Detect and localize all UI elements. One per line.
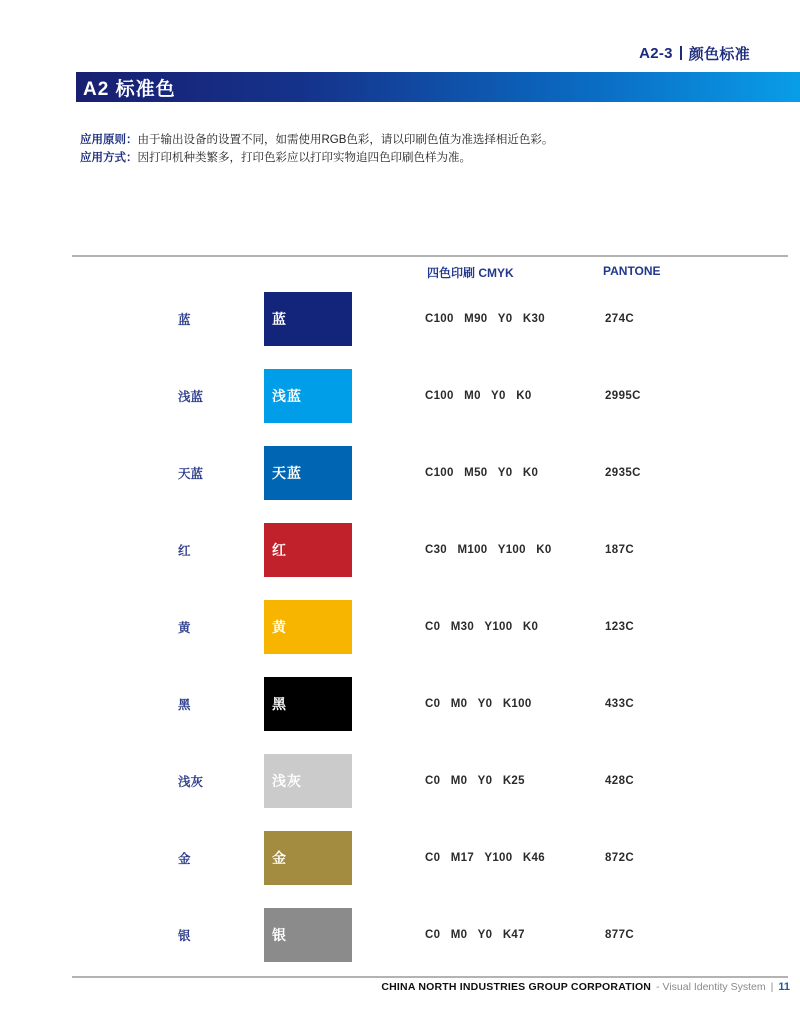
- color-swatch: [264, 369, 352, 423]
- color-swatch: [264, 677, 352, 731]
- swatch-inner-label: 蓝: [272, 311, 287, 327]
- cmyk-value: C30 M100 Y100 K0: [425, 544, 552, 556]
- top-rule: [72, 255, 788, 257]
- pantone-value: 187C: [605, 544, 635, 556]
- cmyk-value: C0 M0 Y0 K47: [425, 929, 525, 941]
- pantone-value: 274C: [605, 313, 635, 325]
- swatch-inner-label: 浅灰: [272, 773, 302, 789]
- color-name-label: 天蓝: [178, 467, 204, 481]
- swatch-inner-label: 天蓝: [272, 465, 302, 481]
- note-label: 应用方式：: [80, 152, 138, 164]
- swatch-inner-label: 浅蓝: [272, 388, 302, 404]
- cmyk-value: C100 M90 Y0 K30: [425, 313, 545, 325]
- color-swatch: [264, 600, 352, 654]
- color-row: [0, 369, 800, 423]
- note-text: 由于输出设备的设置不同，如需使用RGB色彩，请以印刷色值为准选择相近色彩。: [137, 134, 554, 146]
- color-swatch: [264, 754, 352, 808]
- color-row: [0, 754, 800, 808]
- cmyk-value: C100 M0 Y0 K0: [425, 390, 532, 402]
- bottom-rule: [72, 976, 788, 978]
- cmyk-column-header: 四色印刷 CMYK: [427, 266, 514, 280]
- cmyk-value: C0 M0 Y0 K100: [425, 698, 532, 710]
- color-swatch: [264, 292, 352, 346]
- section-title: 颜色标准: [688, 45, 750, 63]
- color-row: [0, 292, 800, 346]
- color-name-label: 红: [178, 544, 191, 558]
- section-tag: [639, 44, 750, 62]
- page-number: 11: [778, 981, 790, 993]
- pantone-value: 428C: [605, 775, 635, 787]
- swatch-inner-label: 银: [272, 927, 287, 943]
- color-row: [0, 446, 800, 500]
- color-row: [0, 677, 800, 731]
- color-row: [0, 523, 800, 577]
- swatch-inner-label: 金: [272, 850, 287, 866]
- footer-separator: |: [770, 981, 774, 993]
- cmyk-value: C0 M0 Y0 K25: [425, 775, 525, 787]
- color-name-label: 黑: [178, 698, 191, 712]
- cmyk-value: C0 M30 Y100 K0: [425, 621, 539, 633]
- page-footer: [381, 981, 790, 993]
- color-swatch: [264, 831, 352, 885]
- color-swatch: [264, 523, 352, 577]
- pantone-value: 2935C: [605, 467, 641, 479]
- divider: [680, 46, 682, 60]
- color-name-label: 浅灰: [178, 775, 204, 789]
- section-code: A2-3: [639, 44, 673, 62]
- title-bar: [76, 72, 800, 102]
- color-swatch: [264, 446, 352, 500]
- company-name: CHINA NORTH INDUSTRIES GROUP CORPORATION: [381, 981, 652, 993]
- swatch-inner-label: 黑: [272, 696, 287, 712]
- usage-notes: [80, 131, 553, 167]
- pantone-value: 123C: [605, 621, 635, 633]
- cmyk-value: C100 M50 Y0 K0: [425, 467, 539, 479]
- color-row: [0, 600, 800, 654]
- pantone-value: 433C: [605, 698, 635, 710]
- note-line: [80, 149, 553, 167]
- note-label: 应用原则：: [80, 134, 138, 146]
- note-line: [80, 131, 553, 149]
- color-row: [0, 831, 800, 885]
- color-swatch: [264, 908, 352, 962]
- color-name-label: 银: [178, 929, 191, 943]
- color-name-label: 金: [178, 852, 191, 866]
- pantone-column-header: PANTONE: [603, 264, 661, 278]
- color-name-label: 浅蓝: [178, 390, 204, 404]
- pantone-value: 2995C: [605, 390, 641, 402]
- note-text: 因打印机种类繁多，打印色彩应以打印实物追四色印刷色样为准。: [137, 152, 471, 164]
- pantone-value: 872C: [605, 852, 635, 864]
- page-title: A2 标准色: [83, 78, 176, 100]
- color-name-label: 蓝: [178, 313, 191, 327]
- color-name-label: 黄: [178, 621, 191, 635]
- swatch-inner-label: 红: [272, 542, 287, 558]
- table-header: [0, 264, 800, 280]
- cmyk-value: C0 M17 Y100 K46: [425, 852, 545, 864]
- swatch-inner-label: 黄: [272, 619, 287, 635]
- footer-system-label: - Visual Identity System: [656, 981, 766, 993]
- pantone-value: 877C: [605, 929, 635, 941]
- color-row: [0, 908, 800, 962]
